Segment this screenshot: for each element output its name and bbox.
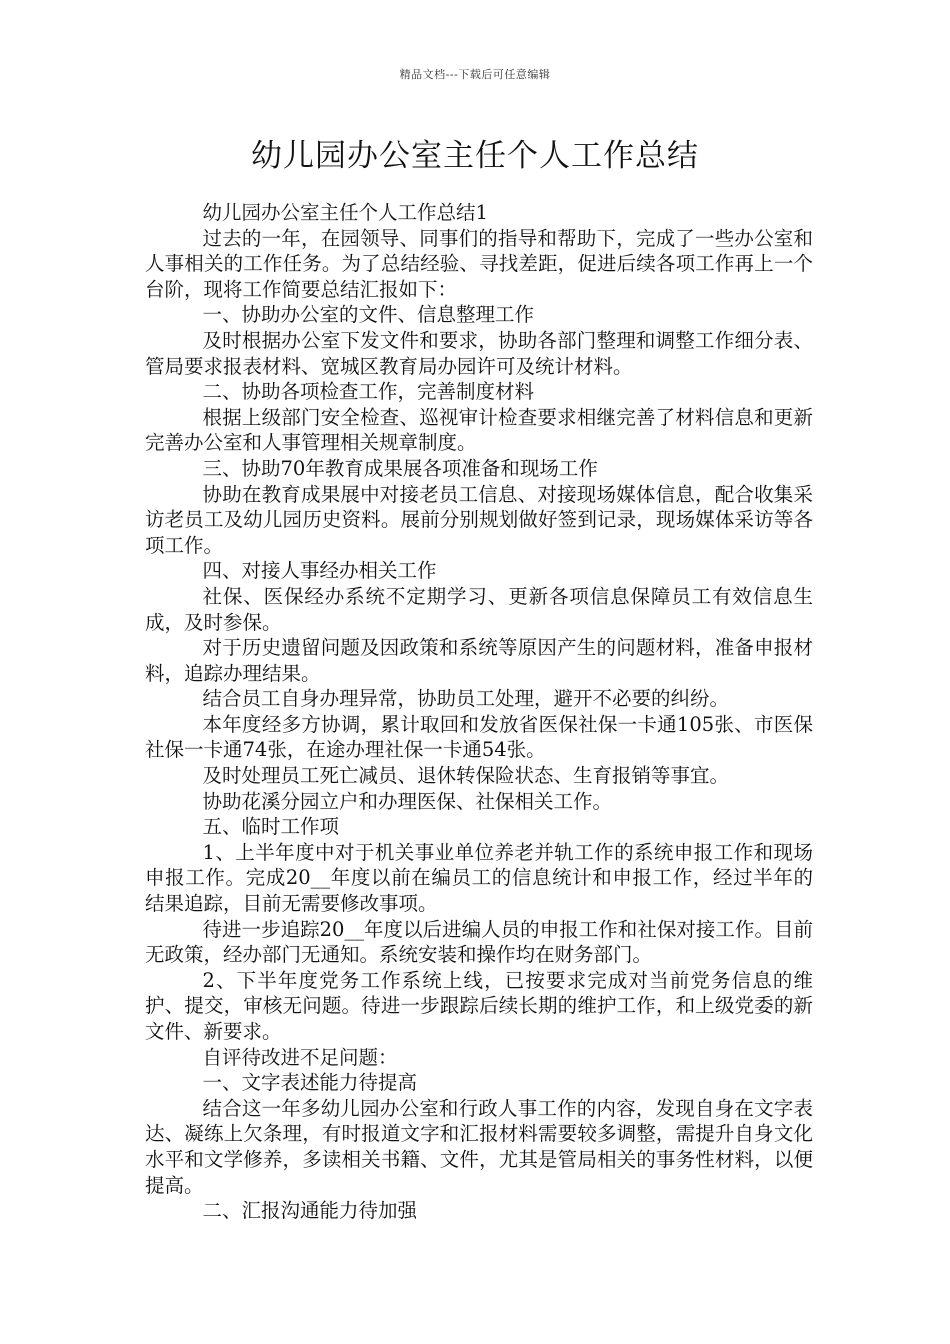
section-heading-5: 五、临时工作项 [202,815,340,839]
section-heading-6: 一、文字表述能力待提高 [202,1071,418,1095]
paragraph: 对于历史遗留问题及因政策和系统等原因产生的问题材料，准备申报材料，追踪办理结果。 [145,636,813,685]
paragraph: 待进一步追踪20__年度以后进编人员的申报工作和社保对接工作。目前无政策，经办部门无通知。系统安装和操作均在财务部门。 [145,917,813,967]
paragraph: 2、下半年度党务工作系统上线，已按要求完成对当前党务信息的维护、提交，审核无问题。待进一步跟踪后续长期的维护工作，和上级党委的新文件、新要求。 [145,968,813,1043]
section-heading-2: 二、协助各项检查工作，完善制度材料 [202,380,535,404]
paragraph-subtitle: 幼儿园办公室主任个人工作总结1 [202,201,488,224]
section-heading-3: 三、协助70年教育成果展各项准备和现场工作 [202,456,598,480]
section-heading-self-review: 自评待改进不足问题： [202,1045,398,1069]
paragraph: 1、上半年度中对于机关事业单位养老并轨工作的系统申报工作和现场申报工作。完成20__年度以前在编员工的信息统计和申报工作，经过半年的结果追踪，目前无需要修改事项。 [145,840,813,916]
paragraph: 协助花溪分园立户和办理医保、社保相关工作。 [202,789,613,813]
paragraph: 结合员工自身办理异常，协助员工处理，避开不必要的纠纷。 [202,687,730,711]
document-title: 幼儿园办公室主任个人工作总结 [251,138,699,174]
paragraph: 本年度经多方协调，累计取回和发放省医保社保一卡通105张、市医保社保一卡通74张，在途办理社保一卡通54张。 [145,712,813,762]
paragraph-intro: 过去的一年，在园领导、同事们的指导和帮助下，完成了一些办公室和人事相关的工作任务。为了总结经验、寻找差距，促进后续各项工作再上一个台阶，现将工作简要总结汇报如下： [145,226,813,301]
paragraph: 及时根据办公室下发文件和要求，协助各部门整理和调整工作细分表、管局要求报表材料、宽城区教育局办园许可及统计材料。 [145,328,813,378]
paragraph: 根据上级部门安全检查、巡视审计检查要求相继完善了材料信息和更新完善办公室和人事管理相关规章制度。 [145,405,813,455]
paragraph: 结合这一年多幼儿园办公室和行政人事工作的内容，发现自身在文字表达、凝练上欠条理，有时报道文字和汇报材料需要较多调整，需提升自身文化水平和文学修养，多读相关书籍、文件，尤其是管局相关的事务性材料，以便提高。 [145,1096,813,1197]
section-heading-4: 四、对接人事经办相关工作 [202,559,437,583]
paragraph: 协助在教育成果展中对接老员工信息、对接现场媒体信息，配合收集采访老员工及幼儿园历史资料。展前分别规划做好签到记录，现场媒体采访等各项工作。 [145,482,813,557]
header-note: 精品文档---下载后可任意编辑 [399,68,551,81]
paragraph: 社保、医保经办系统不定期学习、更新各项信息保障员工有效信息生成，及时参保。 [145,584,813,634]
document-body [145,200,813,1224]
paragraph: 及时处理员工死亡减员、退休转保险状态、生育报销等事宜。 [202,764,730,788]
section-heading-7: 二、汇报沟通能力待加强 [202,1199,418,1223]
section-heading-1: 一、协助办公室的文件、信息整理工作 [202,303,535,327]
